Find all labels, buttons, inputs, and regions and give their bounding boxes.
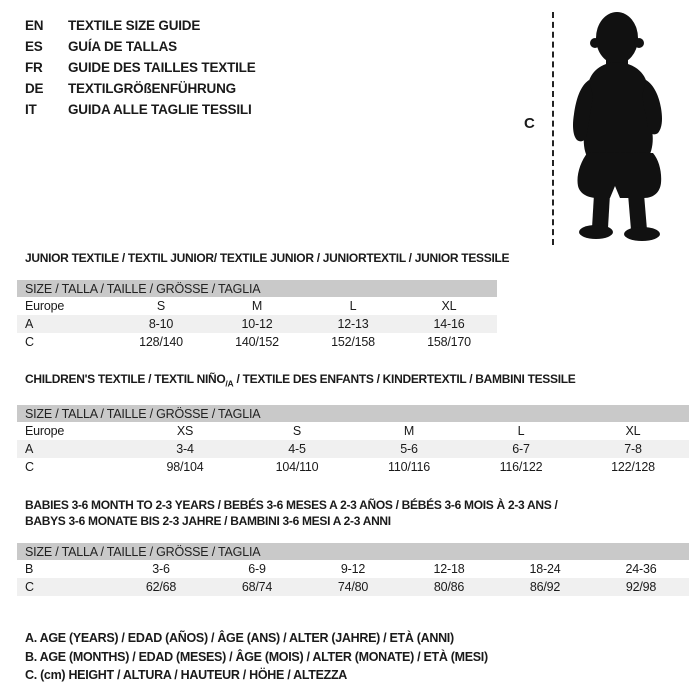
table-cell: 122/128	[611, 460, 655, 475]
language-code: DE	[25, 81, 44, 96]
table-cell: 6-7	[465, 440, 577, 458]
height-dashed-line	[552, 12, 554, 245]
children-height-row	[17, 458, 689, 476]
size-header-label: SIZE / TALLA / TAILLE / GRÖSSE / TAGLIA	[17, 280, 497, 297]
babies-title-line1: BABIES 3-6 MONTH TO 2-3 YEARS / BEBÉS 3-6 MESES A 2-3 AÑOS / BÉBÉS 3-6 MOIS À 2-3 ANS /	[25, 498, 558, 513]
children-section-title	[25, 372, 689, 390]
table-cell: 86/92	[497, 578, 593, 596]
babies-height-row	[17, 578, 689, 596]
size-column-header: XL	[625, 424, 641, 439]
row-label: B	[25, 562, 34, 577]
table-cell: 7-8	[577, 440, 689, 458]
row-label: C	[25, 335, 34, 349]
language-code: EN	[25, 18, 44, 33]
table-cell: 68/74	[209, 578, 305, 596]
junior-size-header-bar	[17, 280, 497, 297]
language-row-it	[25, 99, 256, 120]
language-row-es	[25, 36, 256, 57]
table-cell: 104/110	[275, 460, 319, 475]
babies-section-title	[25, 497, 689, 529]
language-row-de	[25, 78, 256, 99]
size-column-header: L	[349, 299, 357, 313]
babies-months-row	[17, 560, 689, 578]
size-column-header: S	[156, 299, 166, 313]
table-cell: 4-5	[241, 440, 353, 458]
row-label: A	[17, 315, 113, 333]
language-row-en	[25, 15, 256, 36]
size-column-header: XS	[176, 424, 194, 439]
language-code: ES	[25, 39, 43, 54]
babies-size-header-bar	[17, 543, 689, 560]
table-cell: 9-12	[340, 562, 366, 577]
language-label: GUIDE DES TAILLES TEXTILE	[68, 60, 256, 75]
row-label: C	[25, 460, 34, 475]
table-cell: 12-18	[433, 562, 465, 577]
children-column-header-row	[17, 422, 689, 440]
row-label: C	[17, 578, 113, 596]
height-measure-label: C	[524, 115, 535, 132]
table-cell: 3-4	[129, 440, 241, 458]
table-cell: 116/122	[499, 460, 543, 475]
junior-height-row	[17, 333, 497, 351]
language-label: GUÍA DE TALLAS	[68, 39, 177, 54]
table-cell: 158/170	[427, 335, 471, 349]
junior-age-row	[17, 315, 497, 333]
legend-line-b: B. AGE (MONTHS) / EDAD (MESES) / ÂGE (MOIS) / ALTER (MONATE) / ETÀ (MESI)	[25, 649, 488, 664]
europe-column-header: Europe	[25, 299, 65, 313]
legend	[25, 629, 689, 685]
size-header-label: SIZE / TALLA / TAILLE / GRÖSSE / TAGLIA	[17, 405, 689, 422]
legend-line-a: A. AGE (YEARS) / EDAD (AÑOS) / ÂGE (ANS) / ALTER (JAHRE) / ETÀ (ANNI)	[25, 631, 454, 646]
language-label: TEXTILE SIZE GUIDE	[68, 18, 201, 33]
table-cell: 74/80	[305, 578, 401, 596]
table-cell: 10-12	[209, 315, 305, 333]
junior-size-table	[17, 280, 497, 351]
table-cell: 18-24	[529, 562, 561, 577]
table-cell: 14-16	[401, 315, 497, 333]
tables-column	[17, 251, 689, 685]
table-cell: 140/152	[235, 335, 279, 349]
language-row-fr	[25, 57, 256, 78]
table-cell: 92/98	[593, 578, 689, 596]
children-title-text: / TEXTILE DES ENFANTS / KINDERTEXTIL / BAMBINI TESSILE	[233, 372, 576, 386]
junior-column-header-row	[17, 297, 497, 315]
language-code: FR	[25, 60, 43, 75]
babies-title-line2: BABYS 3-6 MONATE BIS 2-3 JAHRE / BAMBINI 3-6 MESI A 2-3 ANNI	[25, 514, 391, 529]
size-column-header: L	[517, 424, 525, 439]
size-column-header: M	[251, 299, 263, 313]
size-header-label: SIZE / TALLA / TAILLE / GRÖSSE / TAGLIA	[17, 543, 689, 560]
table-cell: 98/104	[166, 460, 204, 475]
language-label: GUIDA ALLE TAGLIE TESSILI	[68, 102, 252, 117]
table-cell: 3-6	[152, 562, 170, 577]
children-age-row	[17, 440, 689, 458]
table-cell: 5-6	[353, 440, 465, 458]
table-cell: 12-13	[305, 315, 401, 333]
children-title-text: CHILDREN'S TEXTILE / TEXTIL NIÑO	[25, 372, 226, 386]
size-column-header: S	[292, 424, 302, 439]
language-label: TEXTILGRÖßENFÜHRUNG	[68, 81, 236, 96]
babies-size-table	[17, 543, 689, 596]
row-label: A	[17, 440, 129, 458]
children-size-header-bar	[17, 405, 689, 422]
language-list	[25, 15, 256, 120]
table-cell: 128/140	[139, 335, 183, 349]
table-cell: 8-10	[113, 315, 209, 333]
table-cell: 152/158	[331, 335, 375, 349]
children-size-table	[17, 405, 689, 476]
legend-line-c: C. (cm) HEIGHT / ALTURA / HAUTEUR / HÖHE / ALTEZZA	[25, 668, 348, 683]
toddler-silhouette-icon	[558, 6, 698, 248]
size-column-header: XL	[441, 299, 457, 313]
language-code: IT	[25, 102, 37, 117]
table-cell: 80/86	[401, 578, 497, 596]
europe-column-header: Europe	[25, 424, 65, 439]
table-cell: 24-36	[625, 562, 657, 577]
junior-section-title: JUNIOR TEXTILE / TEXTIL JUNIOR/ TEXTILE JUNIOR / JUNIORTEXTIL / JUNIOR TESSILE	[25, 251, 510, 265]
table-cell: 62/68	[113, 578, 209, 596]
size-column-header: M	[403, 424, 415, 439]
table-cell: 6-9	[248, 562, 266, 577]
table-cell: 110/116	[388, 460, 430, 475]
children-title-subscript: /A	[225, 378, 234, 389]
